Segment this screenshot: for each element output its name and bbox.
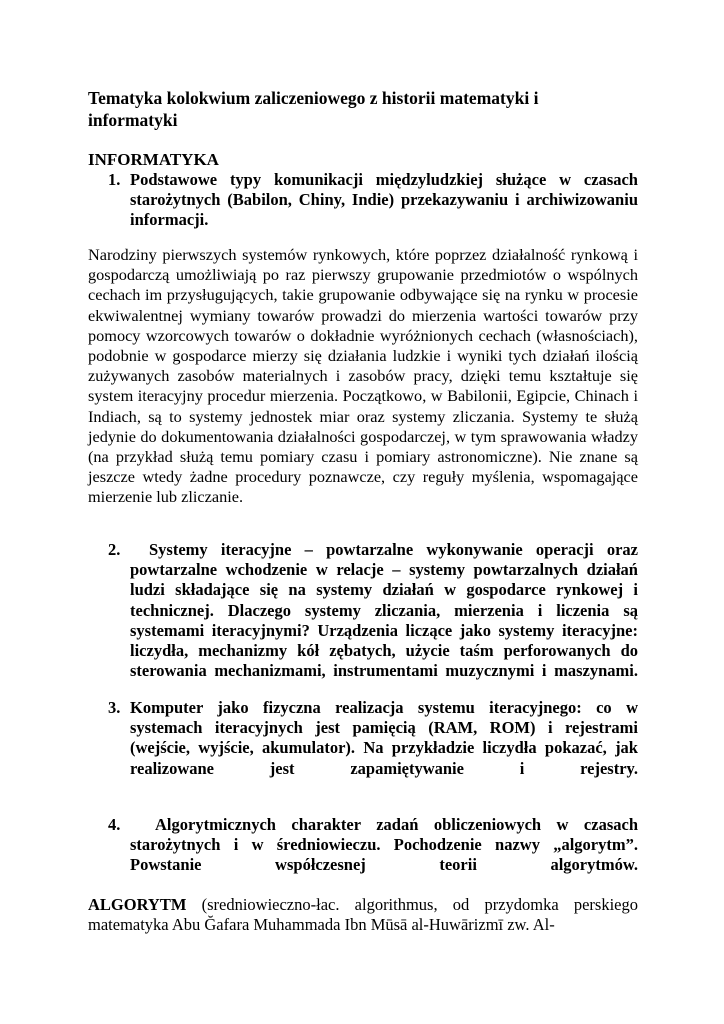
- list-item: [88, 698, 638, 799]
- list-item-number: 3.: [108, 698, 121, 717]
- list-item-text: Komputer jako fizyczna realizacja systemu iteracyjnego: co w systemach iteracyjnych jest pamięcią (RAM, ROM) i rejestrami (wejście, wyjście, akumulator). Na przykładzie liczydła pokazać, jak realizowane jest zapamiętywanie i rejestry.: [130, 698, 638, 778]
- list-item-number: 2.: [108, 540, 121, 559]
- section-heading: INFORMATYKA: [88, 150, 219, 169]
- list-item: [88, 170, 638, 251]
- list-item-number: 1.: [108, 170, 121, 189]
- definition-text: (sredniowieczno-łac. algorithmus, od przydomka perskiego matematyka Abu Ğafara Muhammada Ibn Mūsā al-Huwārizmī zw. Al-: [88, 895, 638, 935]
- list-item: [88, 815, 638, 896]
- list-item: [88, 540, 638, 702]
- list-item-text: Podstawowe typy komunikacji międzyludzkiej służące w czasach starożytnych (Babilon, Chiny, Indie) przekazywaniu i archiwizowaniu informacji.: [130, 170, 638, 230]
- list-item-text: Algorytmicznych charakter zadań obliczeniowych w czasach starożytnych i w średniowieczu. Pochodzenie nazwy „algorytm”. Powstanie współczesnej teorii algorytmów.: [130, 815, 638, 875]
- definition-paragraph: [88, 895, 638, 935]
- document-title: Tematyka kolokwium zaliczeniowego z historii matematyki i informatyki: [88, 88, 539, 130]
- definition-term: ALGORYTM: [88, 895, 187, 914]
- list-item-text: Systemy iteracyjne – powtarzalne wykonywanie operacji oraz powtarzalne wchodzenie w relacje – systemy powtarzalnych działań ludzi składające się na systemy działań w gospodarce rynkowej i technicznej. Dlaczego systemy zliczania, mierzenia i liczenia są systemami iteracyjnymi? Urządzenia liczące jako systemy iteracyjne: liczydła, mechanizmy kół zębatych, użycie taśm perforowanych do sterowania mechanizmami, instrumentami muzycznymi i maszynami.: [130, 540, 638, 681]
- list-item-number: 4.: [108, 815, 121, 834]
- body-paragraph: Narodziny pierwszych systemów rynkowych, które poprzez działalność rynkową i gospodarczą umożliwiają po raz pierwszy grupowanie przedmiotów o wspólnych cechach im przysługujących, takie grupowanie odbywające się na rynku w procesie ekwiwalentnej wymiany towarów prowadzi do mierzenia wartości towarów przy pomocy wzorcowych towarów o dokładnie wyróżnionych cechach (własnościach), podobnie w gospodarce mierzy się działania ludzkie i wyniki tych działań ilością zużywanych zasobów materialnych i zasobów pracy, dzięki temu kształtuje się system iteracyjny procedur mierzenia. Początkowo, w Babilonii, Egipcie, Chinach i Indiach, są to systemy jednostek miar oraz systemy zliczania. Systemy te służą jedynie do dokumentowania działalności gospodarczej, w tym sprawowania władzy (na przykład służą temu pomiary czasu i pomiary astronomiczne). Nie znane są jeszcze wtedy żadne procedury poznawcze, czy reguły myślenia, wspomagające mierzenie lub zliczanie.: [88, 245, 638, 507]
